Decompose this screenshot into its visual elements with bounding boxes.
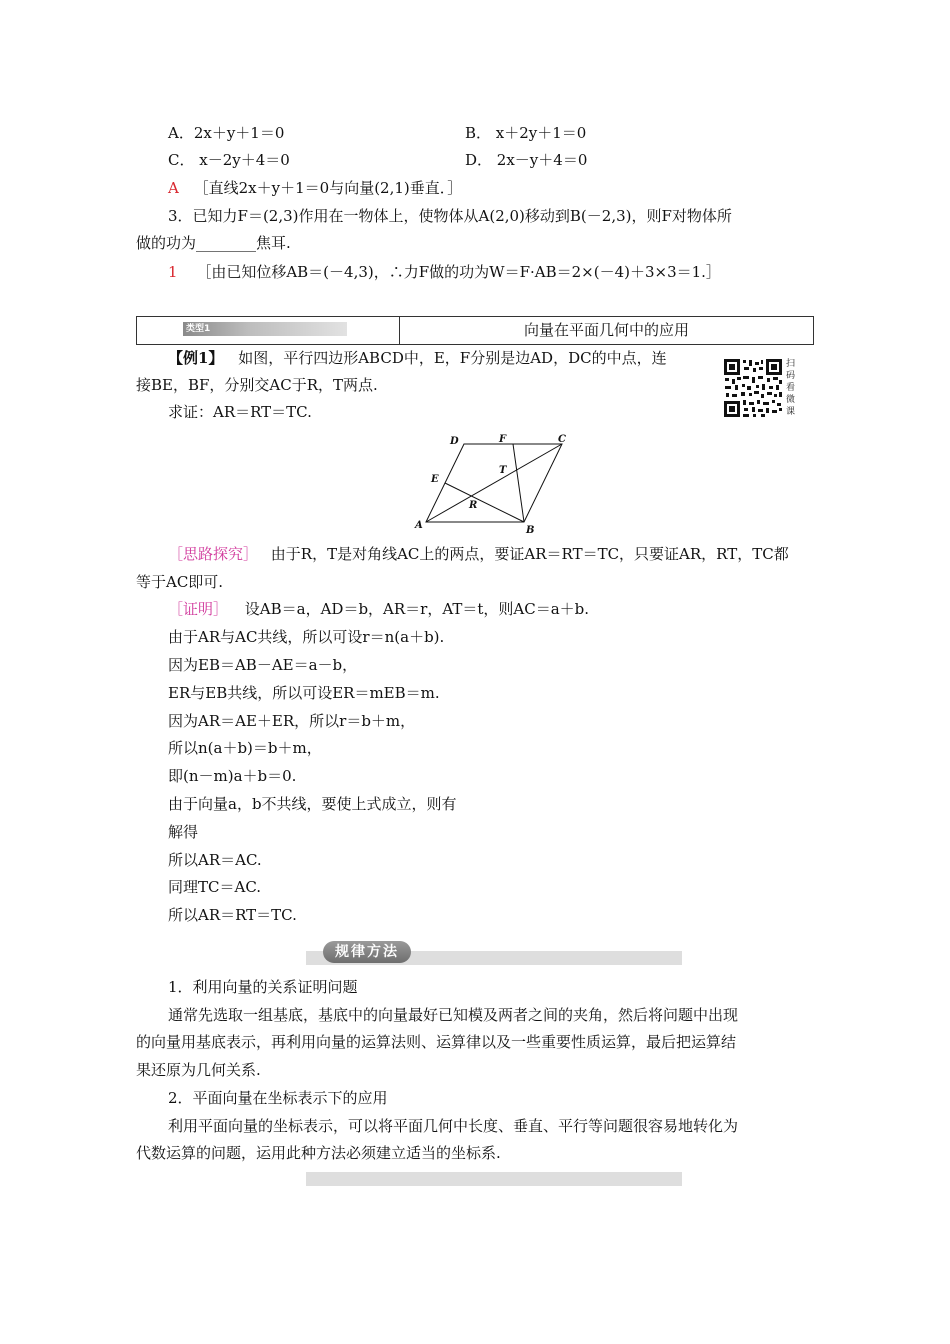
label-d: D (450, 436, 459, 447)
proof-text-1: 设AB＝a，AD＝b，AR＝r，AT＝t，则AC＝a＋b. (244, 600, 590, 618)
type-tag (183, 322, 347, 336)
q3-line-2: 做的功为________焦耳. (136, 234, 291, 252)
proof-line-11: 同理TC＝AC. (168, 878, 262, 896)
methods-p2-line-2: 代数运算的问题，运用此种方法必须建立适当的坐标系. (136, 1144, 501, 1162)
q2-answer-letter: A (168, 179, 179, 197)
example-line-3: 求证：AR＝RT＝TC. (168, 403, 312, 421)
q2-answer (168, 178, 462, 198)
thinking-text-1: 由于R，T是对角线AC上的两点，要证AR＝RT＝TC，只要证AR，RT，TC都 (270, 545, 789, 563)
proof-line-9: 解得 (168, 823, 199, 841)
type-tag-label: 类型1 (186, 324, 211, 334)
thinking-line-2: 等于AC即可. (136, 573, 224, 591)
methods-heading-2: 2．平面向量在坐标表示下的应用 (168, 1089, 388, 1107)
label-b: B (526, 525, 535, 535)
bottom-band (306, 1172, 682, 1186)
option-c: C． x－2y＋4＝0 (168, 151, 290, 169)
proof-line-6: 所以n(a＋b)＝b＋m， (168, 739, 322, 757)
q3-line-1: 3．已知力F＝(2,3)作用在一物体上，使物体从A(2,0)移动到B(－2,3)，则F对物体所 (168, 207, 732, 225)
proof-line-4: ER与EB共线，所以可设ER＝mEB＝m. (168, 684, 440, 702)
section-header (136, 316, 814, 345)
methods-p1-line-2: 的向量用基底表示，再利用向量的运算法则、运算律以及一些重要性质运算，最后把运算结 (136, 1033, 737, 1051)
q3-answer-number: 1 (168, 263, 178, 281)
methods-title: 规律方法 (323, 941, 411, 963)
label-r: R (469, 500, 478, 511)
proof-line-8: 由于向量a，b不共线，要使上式成立，则有 (168, 795, 457, 813)
proof-line-5: 因为AR＝AE＋ER，所以r＝b＋m， (168, 712, 416, 730)
methods-p1-line-1: 通常先选取一组基底，基底中的向量最好已知模及两者之间的夹角，然后将问题中出现 (168, 1006, 739, 1024)
label-c: C (558, 434, 566, 445)
parallelogram-figure (414, 430, 574, 535)
label-a: A (415, 520, 423, 531)
methods-p2-line-1: 利用平面向量的坐标表示，可以将平面几何中长度、垂直、平行等问题很容易地转化为 (168, 1117, 739, 1135)
example-text-1: 如图，平行四边形ABCD中，E，F分别是边AD，DC的中点，连 (238, 349, 667, 367)
proof-line-12: 所以AR＝RT＝TC. (168, 906, 297, 924)
option-d: D． 2x－y＋4＝0 (465, 151, 588, 169)
methods-p1-line-3: 果还原为几何关系. (136, 1061, 261, 1079)
methods-heading-1: 1．利用向量的关系证明问题 (168, 978, 358, 996)
option-a: A．2x＋y＋1＝0 (168, 124, 285, 142)
label-f: F (499, 434, 507, 445)
example-line-1 (168, 348, 667, 368)
q3-answer-text: ［由已知位移AB＝(－4,3)，∴力F做的功为W＝F·AB＝2×(－4)＋3×3＝1.］ (196, 263, 721, 281)
proof-line-10: 所以AR＝AC. (168, 851, 262, 869)
proof-line-2: 由于AR与AC共线，所以可设r＝n(a＋b). (168, 628, 445, 646)
q3-answer (168, 262, 721, 282)
proof-line-1 (168, 599, 589, 619)
example-label: 【例1】 (168, 349, 224, 367)
section-title: 向量在平面几何中的应用 (523, 321, 689, 339)
proof-line-3: 因为EB＝AB－AE＝a－b， (168, 656, 358, 674)
diagonal-ac (426, 444, 562, 522)
label-e: E (431, 474, 439, 485)
proof-line-7: 即(n－m)a＋b＝0. (168, 767, 297, 785)
segment-bf (513, 444, 524, 522)
thinking-label: ［思路探究］ (168, 545, 259, 563)
option-b: B． x＋2y＋1＝0 (465, 124, 587, 142)
example-line-2: 接BE，BF，分别交AC于R，T两点. (136, 376, 378, 394)
qr-code-icon[interactable] (723, 358, 783, 418)
thinking-line-1 (168, 544, 789, 564)
qr-caption: 扫码看微课 (786, 359, 796, 417)
label-t: T (499, 465, 507, 476)
proof-label: ［证明］ (168, 600, 229, 618)
q2-answer-text: ［直线2x＋y＋1＝0与向量(2,1)垂直．］ (193, 179, 463, 197)
